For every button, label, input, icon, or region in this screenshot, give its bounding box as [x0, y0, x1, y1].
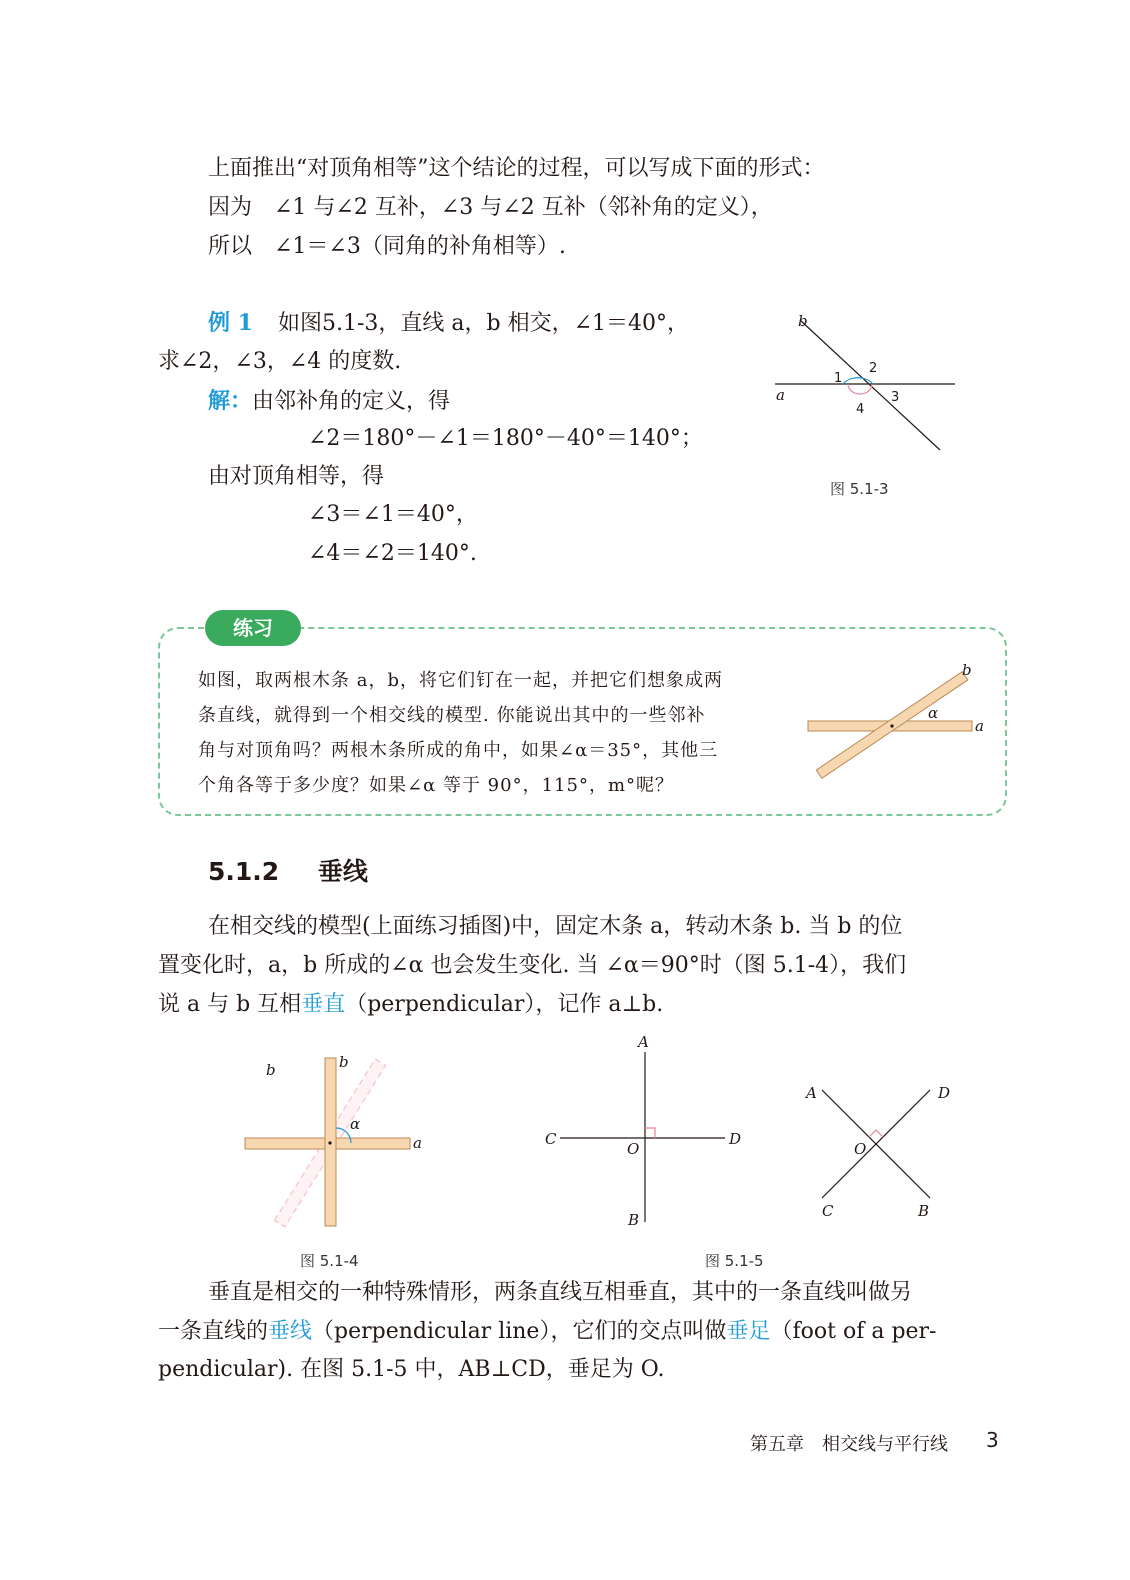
fig514-label-alpha: α — [350, 1115, 361, 1133]
para2-line-2-text-b: （perpendicular line），它们的交点叫做 — [312, 1319, 727, 1344]
figure-5-1-5 — [530, 1030, 970, 1240]
example-line-2: 求∠2，∠3，∠4 的度数. — [158, 349, 402, 374]
exercise-fig-label-alpha: α — [928, 704, 939, 722]
para2-line-1: 垂直是相交的一种特殊情形，两条直线互相垂直，其中的一条直线叫做另 — [208, 1280, 913, 1305]
solution-label: 解： — [208, 388, 253, 414]
fig513-caption: 图 5.1-3 — [830, 480, 889, 498]
fig513-angle-2: 2 — [869, 361, 878, 376]
page-number: 3 — [986, 1428, 999, 1452]
section-header — [208, 852, 368, 888]
section-number: 5.1.2 — [208, 857, 280, 886]
example-line-3: 由对顶角相等，得 — [208, 464, 385, 489]
para2-line-2 — [158, 1317, 937, 1347]
fig514-caption: 图 5.1-4 — [300, 1252, 359, 1270]
solution-text: 由邻补角的定义，得 — [252, 389, 451, 414]
section-title: 垂线 — [317, 857, 368, 886]
para1-line-1: 在相交线的模型(上面练习插图)中，固定木条 a，转动木条 b. 当 b 的位 — [208, 914, 903, 939]
exercise-line-3: 角与对顶角吗？两根木条所成的角中，如果∠α＝35°，其他三 — [198, 740, 719, 761]
fig513-label-b: b — [798, 312, 808, 330]
fig515-right-label-D: D — [938, 1084, 951, 1102]
fig515-left-label-B: B — [628, 1211, 640, 1229]
keyword-perpendicular: 垂直 — [301, 992, 346, 1017]
exercise-line-2: 条直线，就得到一个相交线的模型. 你能说出其中的一些邻补 — [198, 705, 706, 726]
example-line-1 — [208, 308, 689, 339]
fig515-caption: 图 5.1-5 — [705, 1252, 764, 1270]
para2-line-3: pendicular). 在图 5.1-5 中，AB⊥CD，垂足为 O. — [158, 1357, 665, 1382]
keyword-foot: 垂足 — [726, 1319, 771, 1344]
fig514-label-b-rotated: b — [266, 1061, 276, 1079]
intro-line-1: 上面推出“对顶角相等”这个结论的过程，可以写成下面的形式： — [208, 156, 825, 181]
fig515-right-label-A: A — [806, 1084, 817, 1102]
fig513-angle-4: 4 — [856, 402, 865, 417]
fig514-label-b: b — [339, 1053, 349, 1071]
solution-line — [208, 386, 450, 417]
fig515-left-label-D: D — [729, 1130, 742, 1148]
fig513-label-a: a — [776, 386, 785, 404]
fig515-right-label-C: C — [822, 1202, 834, 1220]
para1-line-3 — [158, 990, 663, 1020]
intro-line-3: 所以 ∠1＝∠3（同角的补角相等）. — [208, 234, 566, 259]
keyword-perpendicular-line: 垂线 — [268, 1319, 313, 1344]
para1-line-2: 置变化时，a，b 所成的∠α 也会发生变化. 当 ∠α＝90°时（图 5.1-4），我们 — [158, 953, 907, 978]
para1-line-3-text-a: 说 a 与 b 互相 — [158, 992, 302, 1017]
equation-3: ∠4＝∠2＝140°. — [308, 541, 477, 566]
equation-1: ∠2＝180°－∠1＝180°－40°＝140°； — [308, 426, 703, 451]
fig513-angle-3: 3 — [891, 390, 900, 405]
example-text-1: 如图5.1-3，直线 a，b 相交，∠1＝40°， — [277, 311, 689, 336]
figure-5-1-3 — [760, 300, 980, 470]
exercise-badge: 练习 — [205, 610, 301, 646]
exercise-fig-label-a: a — [975, 717, 984, 735]
para2-line-2-text-c: （foot of a per- — [770, 1319, 937, 1344]
exercise-line-4: 个角各等于多少度？如果∠α 等于 90°，115°，m°呢？ — [198, 775, 675, 796]
equation-2: ∠3＝∠1＝40°， — [308, 502, 478, 527]
fig515-right-label-O: O — [854, 1140, 867, 1158]
fig515-left-label-O: O — [627, 1140, 640, 1158]
fig515-left-label-C: C — [545, 1130, 557, 1148]
footer-chapter: 第五章 相交线与平行线 — [750, 1434, 948, 1455]
exercise-figure — [800, 655, 1000, 785]
fig513-angle-1: 1 — [834, 371, 843, 386]
para1-line-3-text-b: （perpendicular），记作 a⊥b. — [345, 992, 664, 1017]
para2-line-2-text-a: 一条直线的 — [158, 1319, 269, 1344]
exercise-fig-label-b: b — [962, 661, 972, 679]
example-label: 例 1 — [208, 310, 253, 336]
figure-5-1-4 — [230, 1040, 450, 1240]
fig515-right-label-B: B — [918, 1202, 930, 1220]
intro-line-2: 因为 ∠1 与∠2 互补，∠3 与∠2 互补（邻补角的定义）， — [208, 195, 773, 220]
exercise-line-1: 如图，取两根木条 a，b，将它们钉在一起，并把它们想象成两 — [198, 670, 723, 691]
fig515-left-label-A: A — [638, 1033, 649, 1051]
fig514-label-a: a — [413, 1134, 422, 1152]
